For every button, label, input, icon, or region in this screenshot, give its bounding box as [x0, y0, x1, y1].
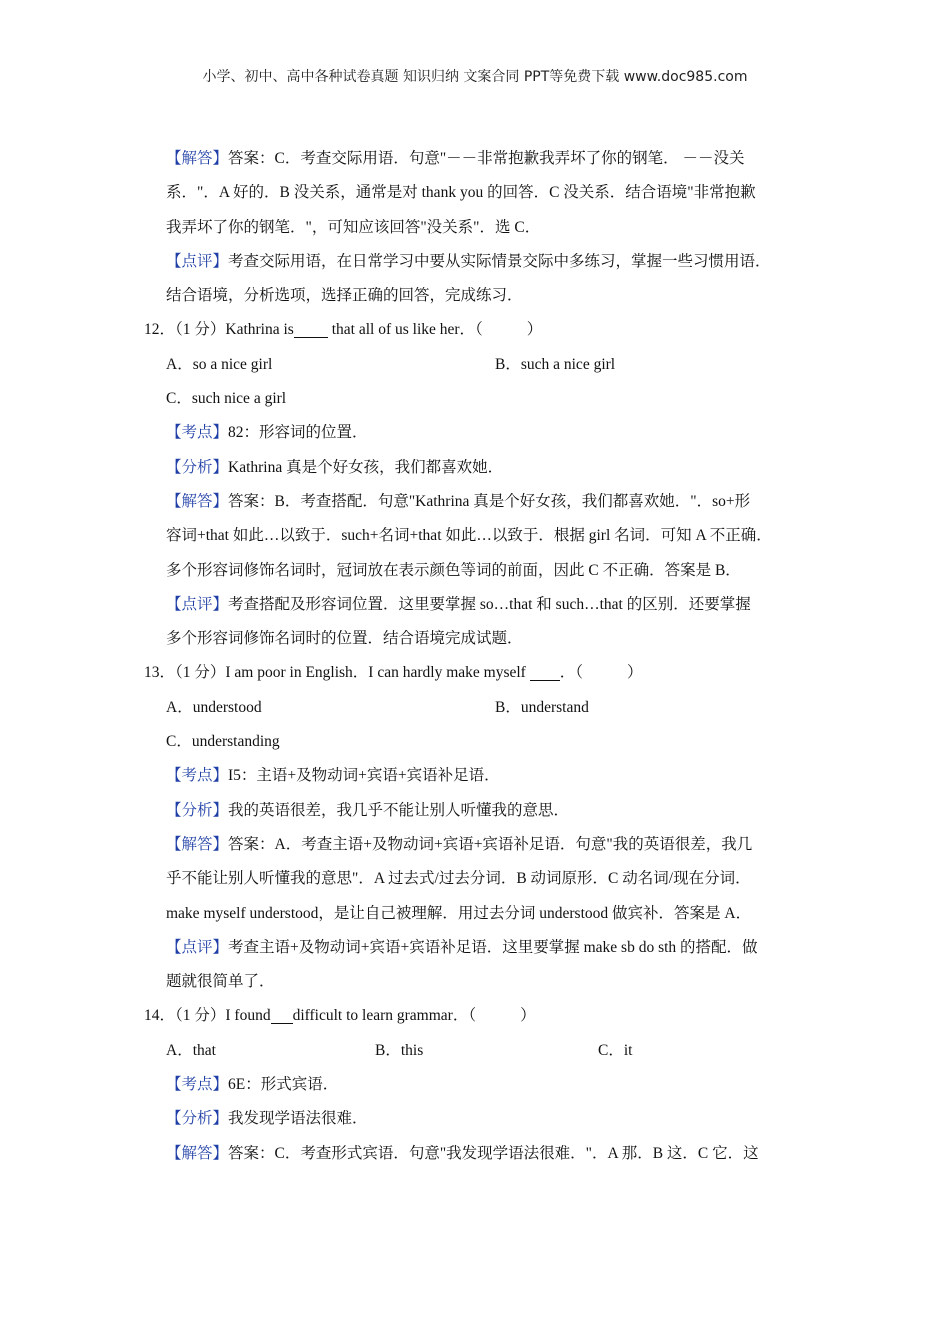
q12-answer-line-3: 多个形容词修饰名词时，冠词放在表示颜色等词的前面，因此 C 不正确．答案是 B．	[166, 561, 741, 579]
answer-blank	[271, 1005, 293, 1024]
q13-options-row-1	[0, 691, 950, 725]
point-tag: 【考点】	[166, 424, 229, 442]
analysis-tag: 【分析】	[166, 1110, 229, 1128]
q12-option-a: A．so a nice girl	[166, 355, 273, 373]
q12-answer-line-2: 容词+that 如此…以致于．such+名词+that 如此…以致于．根据 girl 名词．可知 A 不正确．	[166, 527, 772, 545]
page-header: 小学、初中、高中各种试卷真题 知识归纳 文案合同 PPT等免费下载 www.doc985.com	[202, 69, 748, 85]
q13-comment-line-1: 【点评】考查主语+及物动词+宾语+宾语补足语．这里要掌握 make sb do sth 的搭配．做	[166, 938, 758, 956]
q14-point: 【考点】6E：形式宾语．	[166, 1076, 339, 1094]
q14-option-b: B．this	[375, 1041, 424, 1059]
q13-analysis: 【分析】我的英语很差，我几乎不能让别人听懂我的意思．	[166, 801, 570, 819]
q13-point: 【考点】I5：主语+及物动词+宾语+宾语补足语．	[166, 767, 500, 785]
q13-option-b: B．understand	[495, 698, 589, 716]
answer-tag: 【解答】	[166, 835, 229, 853]
q13-comment-line-2: 题就很简单了．	[166, 973, 275, 991]
q12-answer-line-1: 【解答】答案：B．考查搭配．句意"Kathrina 真是个好女孩，我们都喜欢她．"．so+形	[166, 492, 751, 510]
q13-stem: 13．（1 分）I am poor in English．I can hardly make myself ．（ ）	[144, 664, 643, 682]
document-body	[0, 142, 950, 1171]
q14-analysis: 【分析】我发现学语法很难．	[166, 1110, 368, 1128]
q13-option-c: C．understanding	[166, 733, 280, 751]
q11-answer-line-3: 我弄坏了你的钢笔．"，可知应该回答"没关系"．选 C．	[166, 218, 541, 236]
q11-answer-line-1: 【解答】答案：C．考查交际用语．句意"－－非常抱歉我弄坏了你的钢笔． －－没关	[166, 150, 745, 167]
answer-blank	[294, 319, 328, 338]
answer-blank	[530, 662, 560, 681]
q14-option-c: C．it	[598, 1041, 633, 1059]
comment-tag: 【点评】	[166, 252, 229, 270]
answer-tag: 【解答】	[166, 492, 229, 510]
q12-comment-line-2: 多个形容词修饰名词时的位置．结合语境完成试题．	[166, 630, 523, 648]
answer-tag: 【解答】	[166, 1144, 229, 1162]
q12-option-b: B．such a nice girl	[495, 355, 616, 373]
q14-answer-line-1: 【解答】答案：C．考查形式宾语．句意"我发现学语法很难．"．A 那．B 这．C 它．这	[166, 1144, 759, 1162]
q12-stem: 12．（1 分）Kathrina is that all of us like her．（ ）	[144, 321, 543, 339]
comment-tag: 【点评】	[166, 595, 229, 613]
q12-analysis: 【分析】Kathrina 真是个好女孩，我们都喜欢她．	[166, 458, 504, 476]
q11-comment-line-1: 【点评】考查交际用语，在日常学习中要从实际情景交际中多练习，掌握一些习惯用语．	[166, 252, 771, 270]
point-tag: 【考点】	[166, 1076, 229, 1094]
q13-option-a: A．understood	[166, 698, 262, 716]
q12-options-row-1	[0, 348, 950, 382]
q13-answer-line-3: make myself understood，是让自己被理解．用过去分词 understood 做宾补．答案是 A．	[166, 904, 752, 922]
q12-point: 【考点】82：形容词的位置．	[166, 424, 368, 442]
q12-option-c: C．such nice a girl	[166, 390, 287, 408]
q13-answer-line-2: 乎不能让别人听懂我的意思"．A 过去式/过去分词．B 动词原形．C 动名词/现在分词．	[166, 870, 751, 888]
q12-comment-line-1: 【点评】考查搭配及形容词位置．这里要掌握 so…that 和 such…that 的区别．还要掌握	[166, 595, 751, 613]
point-tag: 【考点】	[166, 767, 229, 785]
q14-option-a: A．that	[166, 1041, 216, 1059]
q14-options-row	[0, 1034, 950, 1068]
q11-answer-line-2: 系．"．A 好的．B 没关系，通常是对 thank you 的回答．C 没关系．结合语境"非常抱歉	[166, 184, 756, 202]
analysis-tag: 【分析】	[166, 801, 229, 819]
q13-answer-line-1: 【解答】答案：A．考查主语+及物动词+宾语+宾语补足语．句意"我的英语很差，我几	[166, 835, 753, 853]
q14-stem: 14．（1 分）I found difficult to learn grammar．（ ）	[144, 1007, 536, 1025]
q11-comment-line-2: 结合语境，分析选项，选择正确的回答，完成练习．	[166, 287, 523, 305]
analysis-tag: 【分析】	[166, 458, 229, 476]
comment-tag: 【点评】	[166, 938, 229, 956]
answer-tag: 【解答】	[166, 150, 229, 167]
